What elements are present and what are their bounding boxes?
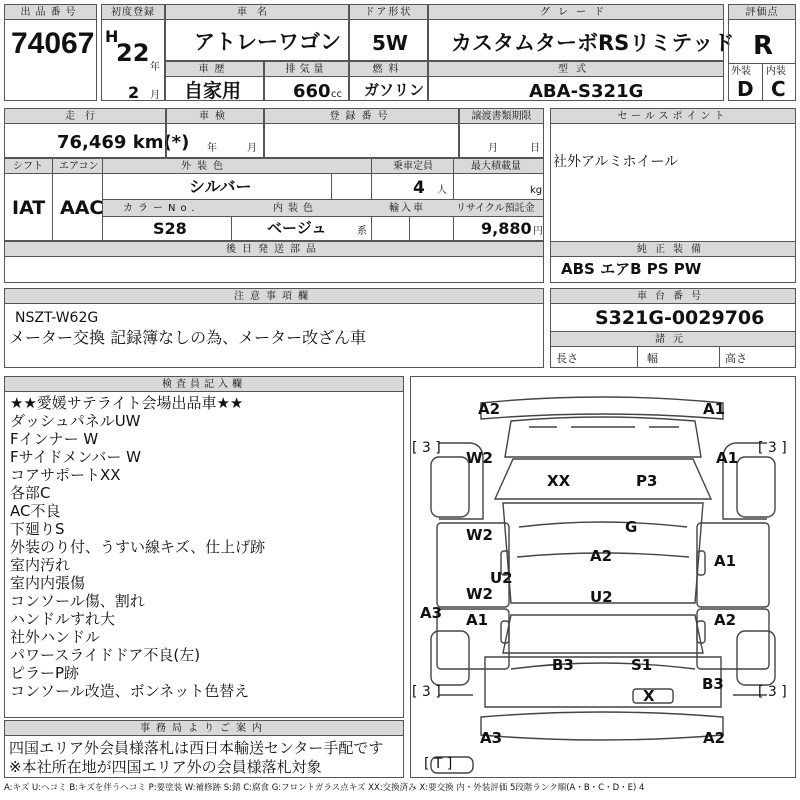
- sales-point-label: セールスポイント: [551, 109, 795, 124]
- model-cell: [428, 61, 724, 101]
- displacement-unit: cc: [331, 89, 342, 100]
- inspector-note-line: ダッシュパネルUW: [10, 412, 141, 430]
- ac-label: エアコン: [59, 161, 99, 172]
- damage-code: A1: [466, 611, 489, 629]
- inspector-note-line: 室内汚れ: [10, 556, 71, 574]
- inspection-month-unit: 月: [247, 143, 257, 154]
- sales-point-cell: [550, 108, 796, 255]
- int-color-label: 内装色: [273, 203, 318, 214]
- transfer-label: 譲渡書類期限: [460, 109, 543, 124]
- length-label: 長さ: [556, 352, 578, 365]
- fuel: ガソリン: [364, 81, 425, 99]
- mileage-cell: [4, 108, 190, 158]
- first-registration-label: 初度登録: [102, 5, 164, 20]
- tire-label-front-left: [ 3 ]: [412, 440, 441, 456]
- capacity-label: 乗車定員: [393, 161, 433, 172]
- inspector-note-line: コアサポートXX: [10, 466, 121, 484]
- first-registration-cell: [101, 4, 165, 101]
- door-cell: [349, 4, 428, 61]
- damage-code: A1: [703, 400, 726, 418]
- notes-line-2: メーター交換 記録簿なしの為、メーター改ざん車: [9, 328, 367, 347]
- damage-code: A2: [478, 400, 501, 418]
- legend: A:キズ U:ヘコミ B:キズを伴うヘコミ P:要塗装 W:補修跡 S:錆 C:腐食 G:フロントガラス点キズ XX:交換済み X:要交換 内・外装評価 5段階ランク順(A・B・C・D・E) 4: [4, 783, 645, 793]
- equipment: ABS エアB PS PW: [561, 260, 702, 278]
- office-line-1: 四国エリア外会員様落札は西日本輸送センター手配です: [9, 739, 384, 757]
- car-name-cell: [165, 4, 349, 61]
- notes-cell: [4, 288, 544, 368]
- car-name: アトレーワゴン: [194, 30, 341, 54]
- damage-code: A1: [716, 449, 739, 467]
- fuel-label: 燃料: [350, 62, 427, 77]
- inspector-note-line: Fサイドメンバー W: [10, 448, 141, 466]
- damage-code: W2: [466, 449, 493, 467]
- inspector-note-line: コンソール改造、ボンネット色替え: [10, 682, 250, 700]
- mileage: 76,469 km(*): [57, 132, 190, 153]
- damage-code: S1: [631, 656, 653, 674]
- int-color-unit: 系: [357, 226, 367, 237]
- reg-month: 2: [128, 83, 140, 102]
- lot-number-label: 出品番号: [5, 5, 96, 20]
- transfer-month-unit: 月: [488, 143, 498, 154]
- displacement: 660: [293, 81, 331, 102]
- interior-label: 内装: [766, 66, 786, 77]
- grade-cell: [428, 4, 735, 61]
- capacity-unit: 人: [437, 185, 447, 196]
- damage-code: G: [625, 518, 638, 536]
- equipment-cell: [550, 241, 796, 283]
- height-label: 高さ: [725, 352, 747, 365]
- ext-color: シルバー: [189, 177, 252, 196]
- damage-code: A1: [714, 552, 737, 570]
- spec-label: 諸元: [551, 332, 795, 347]
- inspector-note-line: ピラーP跡: [10, 664, 80, 682]
- damage-code: A2: [714, 611, 737, 629]
- fuel-cell: [349, 61, 428, 101]
- tire-label-rear-left: [ 3 ]: [412, 684, 441, 700]
- recycle: 9,880: [481, 219, 532, 238]
- capacity: 4: [413, 178, 425, 198]
- inspector-note-line: 下廻りS: [10, 520, 65, 538]
- inspector-note-line: 各部C: [10, 484, 51, 502]
- import-label: 輸入車: [389, 203, 425, 214]
- score: R: [753, 31, 774, 61]
- car-outline-diagram: [411, 377, 795, 777]
- damage-code: A2: [590, 547, 613, 565]
- ac: AAC: [60, 197, 104, 219]
- office-cell: [4, 720, 404, 778]
- inspector-note-line: コンソール傷、割れ: [10, 592, 145, 610]
- door-label: ドア形状: [350, 5, 427, 20]
- car-history: 自家用: [184, 80, 242, 102]
- displacement-cell: [264, 61, 349, 101]
- damage-code: B3: [702, 675, 724, 693]
- transfer-cell: [459, 108, 544, 158]
- inspector-note-line: パワースライドドア不良(左): [10, 646, 201, 664]
- damage-code: A3: [420, 604, 443, 622]
- chassis-cell: [550, 288, 796, 368]
- int-color: ベージュ: [267, 219, 327, 237]
- reg-year: 22: [116, 39, 150, 67]
- exterior-label: 外装: [731, 66, 751, 77]
- notes-label: 注意事項欄: [5, 289, 543, 304]
- color-no-label: カラーNo.: [123, 203, 200, 214]
- inspector-label: 検査員記入欄: [5, 377, 403, 392]
- inspector-note-line: 外装のり付、うすい線キズ、仕上げ跡: [10, 538, 266, 556]
- damage-code: U2: [590, 588, 613, 606]
- notes-line-1: NSZT-W62G: [15, 310, 99, 326]
- inspection-label: 車検: [167, 109, 263, 124]
- recycle-label: リサイクル預託金: [456, 203, 535, 214]
- inspection-cell: [166, 108, 264, 158]
- later-parts-label: 後日発送部品: [5, 242, 543, 257]
- exterior-score: D: [737, 77, 754, 101]
- chassis-label: 車台番号: [551, 289, 795, 304]
- equipment-label: 純正装備: [551, 242, 795, 257]
- displacement-label: 排気量: [265, 62, 348, 77]
- year-unit: 年: [150, 62, 160, 73]
- office-line-2: ※本社所在地が四国エリア外の会員様落札対象: [9, 758, 322, 776]
- damage-code: U2: [490, 569, 513, 587]
- width-label: 幅: [647, 352, 658, 365]
- car-name-label: 車名: [166, 5, 348, 20]
- shift: IAT: [12, 197, 46, 219]
- model: ABA-S321G: [529, 81, 644, 102]
- grade-label: グレード: [429, 5, 723, 20]
- door-type: 5W: [372, 31, 408, 55]
- score-cell: [728, 4, 796, 101]
- tire-label-front-right: [ 3 ]: [758, 440, 787, 456]
- load-label: 最大積載量: [471, 161, 521, 172]
- chassis-number: S321G-0029706: [595, 307, 765, 329]
- history-label: 車歴: [166, 62, 263, 77]
- sales-point: 社外アルミホイール: [553, 154, 679, 170]
- damage-code: X: [643, 687, 655, 705]
- lot-number: 74067: [11, 27, 95, 60]
- inspector-note-line: ★★愛媛サテライト会場出品車★★: [10, 394, 244, 412]
- inspection-year-unit: 年: [207, 143, 217, 154]
- month-unit: 月: [150, 90, 160, 101]
- transfer-day-unit: 日: [530, 143, 540, 154]
- lot-number-cell: [4, 4, 97, 101]
- load-unit: kg: [530, 185, 543, 196]
- plate-cell: [264, 108, 459, 158]
- ext-color-label: 外装色: [181, 161, 229, 172]
- plate-label: 登録番号: [265, 109, 458, 124]
- inspector-note-line: 社外ハンドル: [10, 628, 101, 646]
- era: H: [105, 27, 119, 46]
- color-no: S28: [153, 219, 187, 238]
- shift-label: シフト: [13, 161, 43, 172]
- damage-code: A2: [703, 729, 726, 747]
- later-parts-cell: [4, 241, 544, 283]
- damage-code: XX: [547, 472, 571, 490]
- damage-diagram: [410, 376, 796, 778]
- grade: カスタムターボRSリミテッド: [451, 31, 735, 55]
- inspector-note-line: 室内内張傷: [10, 574, 86, 592]
- damage-code: W2: [466, 585, 493, 603]
- score-label: 評価点: [729, 5, 795, 20]
- recycle-unit: 円: [533, 226, 543, 237]
- damage-code: W2: [466, 526, 493, 544]
- model-label: 型式: [429, 62, 723, 77]
- inspector-note-line: AC不良: [10, 502, 61, 520]
- damage-code: B3: [552, 656, 574, 674]
- damage-code: P3: [636, 472, 658, 490]
- inspector-note-line: ハンドルすれ大: [10, 610, 116, 628]
- tire-label-rear-right: [ 3 ]: [758, 684, 787, 700]
- mileage-label: 走行: [5, 109, 165, 124]
- office-label: 事務局よりご案内: [5, 721, 403, 736]
- history-cell: [165, 61, 264, 101]
- interior-score: C: [771, 77, 786, 101]
- spec-grid: [4, 158, 544, 241]
- spare-tire-label: [ T ]: [424, 756, 453, 772]
- damage-code: A3: [480, 729, 503, 747]
- inspector-note-line: Fインナー W: [10, 430, 99, 448]
